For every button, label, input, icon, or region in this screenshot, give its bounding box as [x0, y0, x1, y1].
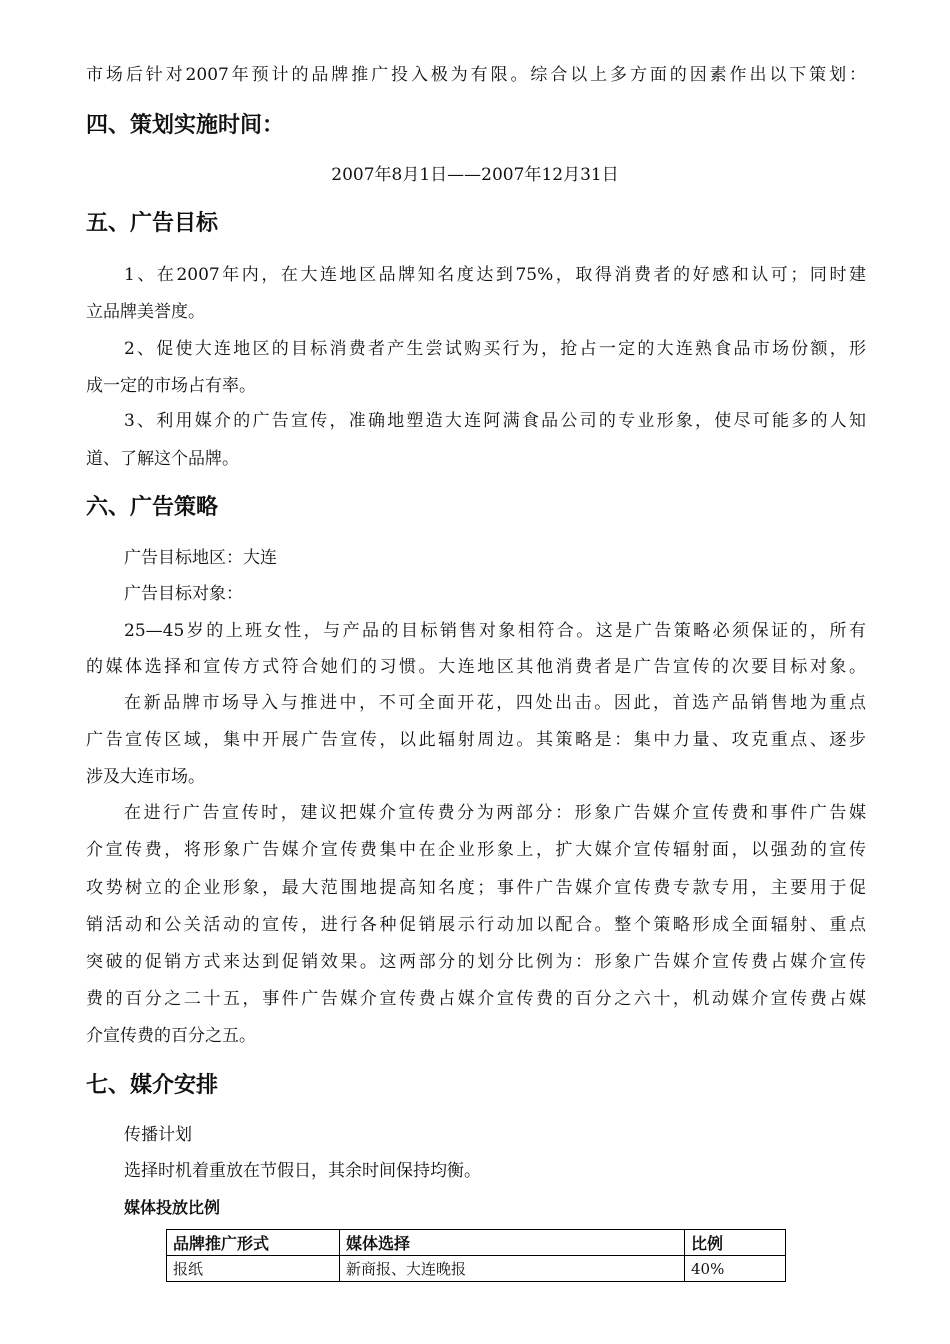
budget-line-3: 攻势树立的企业形象，最大范围地提高知名度；事件广告媒介宣传费专款专用，主要用于促 — [86, 878, 866, 898]
cell-promotion-form: 报纸 — [167, 1256, 340, 1282]
market-line-1: 在新品牌市场导入与推进中，不可全面开花，四处出击。因此，首选产品销售地为重点 — [124, 693, 866, 713]
goal-1-line-2: 立品牌美誉度。 — [86, 302, 205, 322]
goal-2-line-1: 2、促使大连地区的目标消费者产生尝试购买行为，抢占一定的大连熟食品市场份额，形 — [124, 339, 866, 359]
header-ratio: 比例 — [685, 1230, 786, 1256]
budget-line-6: 费的百分之二十五，事件广告媒介宣传费占媒介宣传费的百分之六十，机动媒介宣传费占媒 — [86, 989, 866, 1009]
table-header-row — [167, 1230, 786, 1256]
section-5-heading: 五、广告目标 — [86, 211, 219, 236]
intro-tail-line: 市场后针对2007年预计的品牌推广投入极为有限。综合以上多方面的因素作出以下策划： — [86, 65, 866, 85]
goal-1-line-1: 1、在2007年内，在大连地区品牌知名度达到75%，取得消费者的好感和认可；同时建 — [124, 265, 866, 285]
budget-line-2: 介宣传费，将形象广告媒介宣传费集中在企业形象上，扩大媒介宣传辐射面，以强劲的宣传 — [86, 840, 866, 860]
target-region: 广告目标地区：大连 — [124, 548, 277, 568]
section-4-heading: 四、策划实施时间： — [86, 113, 285, 138]
table-row — [167, 1256, 786, 1282]
timing-text: 选择时机着重放在节假日，其余时间保持均衡。 — [124, 1161, 481, 1181]
cell-media-choice: 新商报、大连晚报 — [340, 1256, 685, 1282]
budget-line-7: 介宣传费的百分之五。 — [86, 1026, 256, 1046]
market-line-2: 广告宣传区域，集中开展广告宣传，以此辐射周边。其策略是：集中力量、攻克重点、逐步 — [86, 730, 866, 750]
goal-3-line-1: 3、利用媒介的广告宣传，准确地塑造大连阿满食品公司的专业形象，使尽可能多的人知 — [124, 411, 866, 431]
media-ratio-table — [166, 1229, 786, 1282]
market-line-3: 涉及大连市场。 — [86, 767, 205, 787]
budget-line-4: 销活动和公关活动的宣传，进行各种促销展示行动加以配合。整个策略形成全面辐射、重点 — [86, 915, 866, 935]
audience-line-1: 25—45岁的上班女性，与产品的目标销售对象相符合。这是广告策略必须保证的，所有 — [124, 621, 866, 641]
communication-plan-label: 传播计划 — [124, 1125, 192, 1145]
budget-line-5: 突破的促销方式来达到促销效果。这两部分的划分比例为：形象广告媒介宣传费占媒介宣传 — [86, 952, 866, 972]
implementation-period: 2007年8月1日——2007年12月31日 — [331, 165, 619, 185]
header-media-choice: 媒体选择 — [340, 1230, 685, 1256]
header-promotion-form: 品牌推广形式 — [167, 1230, 340, 1256]
budget-line-1: 在进行广告宣传时，建议把媒介宣传费分为两部分：形象广告媒介宣传费和事件广告媒 — [124, 803, 866, 823]
goal-2-line-2: 成一定的市场占有率。 — [86, 376, 256, 396]
media-table-title: 媒体投放比例 — [124, 1198, 221, 1217]
section-6-heading: 六、广告策略 — [86, 495, 219, 520]
section-7-heading: 七、媒介安排 — [86, 1073, 219, 1098]
goal-3-line-2: 道、了解这个品牌。 — [86, 449, 239, 469]
cell-ratio: 40% — [685, 1256, 786, 1282]
audience-line-2: 的媒体选择和宣传方式符合她们的习惯。大连地区其他消费者是广告宣传的次要目标对象。 — [86, 657, 866, 677]
target-audience-label: 广告目标对象： — [124, 584, 243, 604]
